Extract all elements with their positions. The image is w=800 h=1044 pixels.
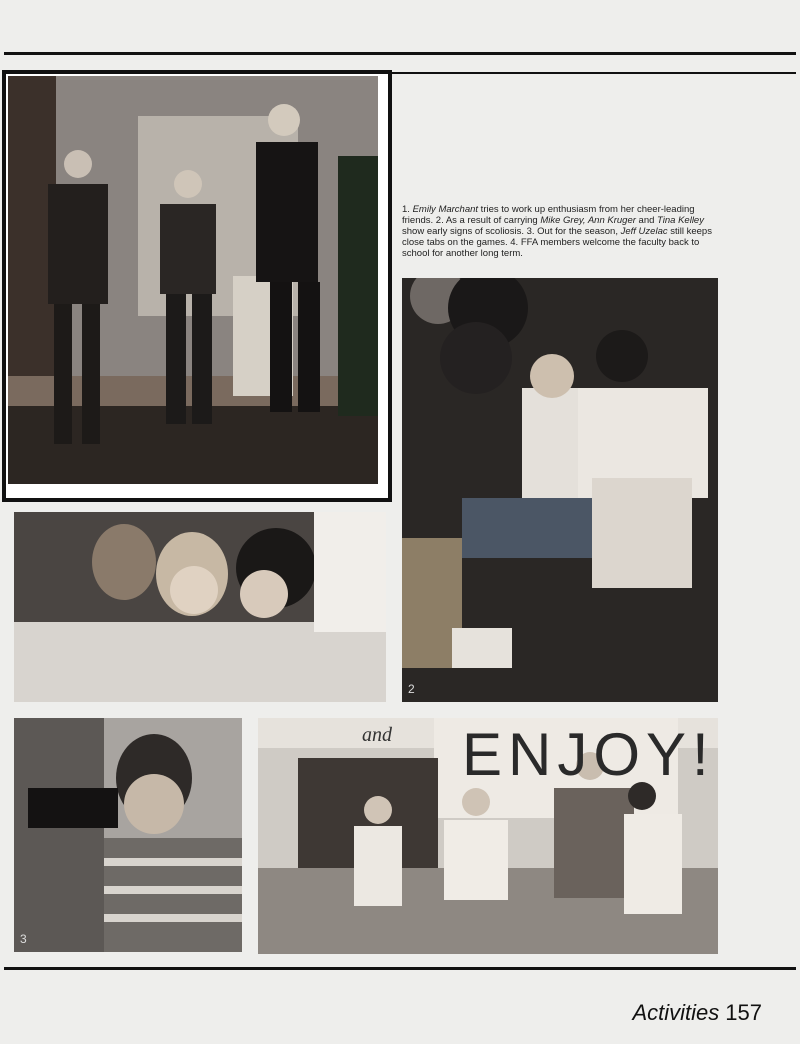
caption-name-emily: Emily Marchant <box>412 204 479 215</box>
banner-and-text: and <box>362 724 392 746</box>
cheerleaders-scene-graphic <box>14 512 386 702</box>
folio-page-number: 157 <box>725 1000 762 1025</box>
banner-enjoy-text: ENJOY! <box>462 721 715 788</box>
caption-n1: 1. <box>402 204 410 215</box>
hay-bale-scene-graphic <box>402 278 718 702</box>
photo-hay-bale <box>402 278 718 702</box>
caption-text-1: tries to work up enthusiasm from her cheer-leading friends. 2. As a result of carrying <box>402 204 695 226</box>
bottom-rule <box>4 967 796 970</box>
photo-cheerleaders <box>14 512 386 702</box>
caption-name-jeff: Jeff Uzelac <box>620 226 668 237</box>
photo-faculty-welcome <box>258 718 718 954</box>
folio-section: Activities <box>632 1000 720 1025</box>
top-rule-right <box>386 72 796 74</box>
photo-caption <box>402 204 720 259</box>
photo-camera <box>14 718 242 952</box>
photo-number-2: 2 <box>408 682 415 696</box>
caption-text-3: show early signs of scoliosis. 3. Out for the season, <box>402 226 621 237</box>
camera-scene-graphic <box>14 718 242 952</box>
page-folio <box>632 1000 762 1026</box>
caption-name-tina: Tina Kelley <box>657 215 704 226</box>
caption-name-mike-ann: Mike Grey, Ann Kruger <box>540 215 636 226</box>
caption-text-2: and <box>635 215 658 226</box>
stage-scene-graphic <box>8 76 378 484</box>
top-rule <box>4 52 796 55</box>
caption-text-4: still keeps close tabs on the games. 4. FFA members welcome the faculty back to school for another long term. <box>402 226 712 259</box>
photo-number-3: 3 <box>20 932 27 946</box>
photo-stage-play <box>8 76 378 484</box>
